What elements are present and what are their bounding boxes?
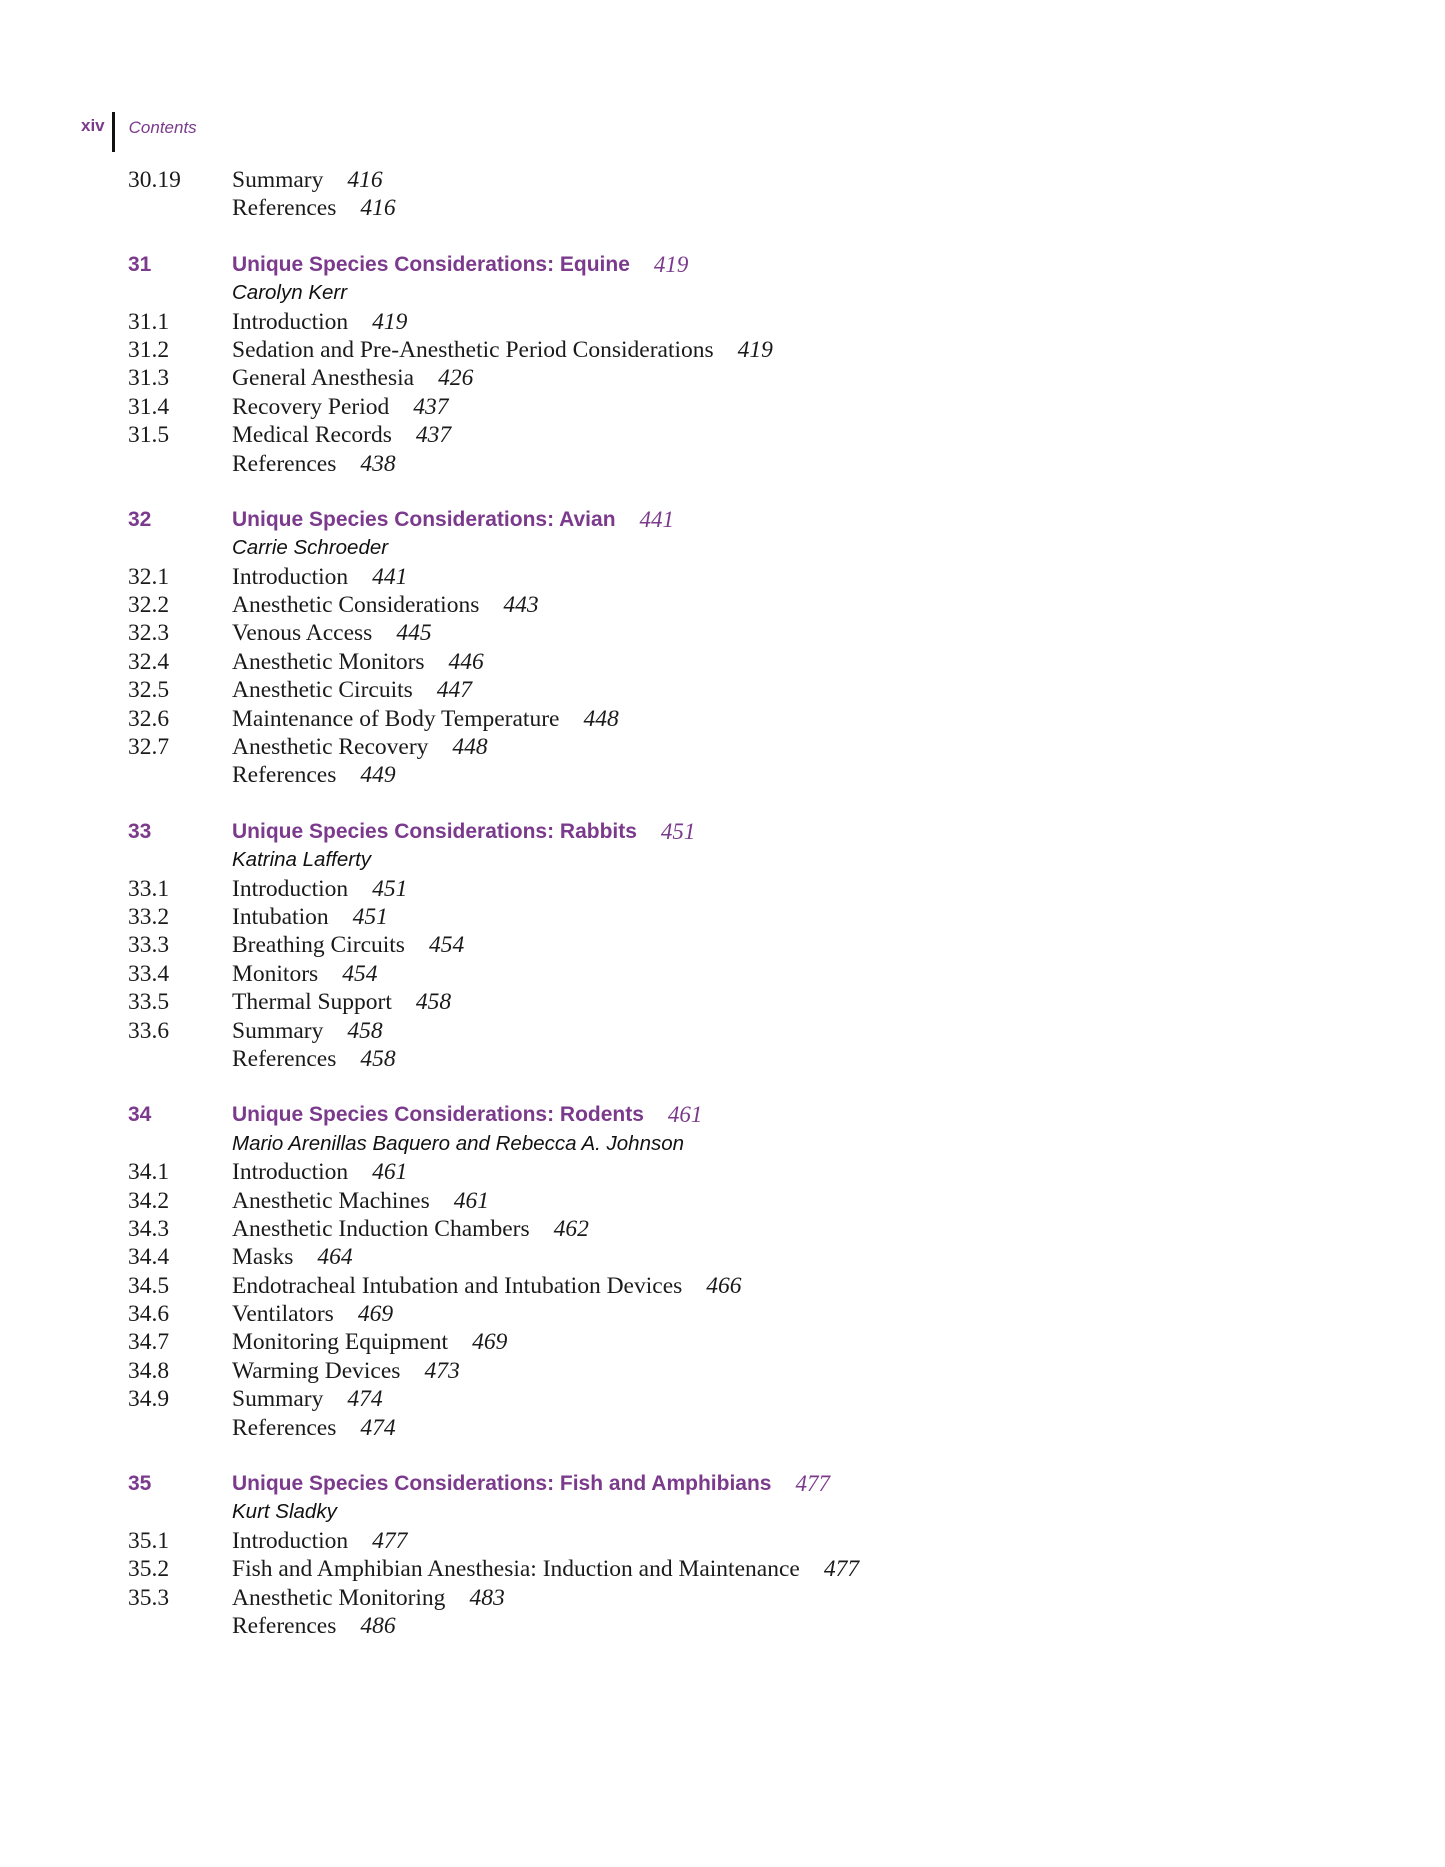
chapter-number: 35 (128, 1472, 152, 1496)
section-title: Summary (232, 1017, 324, 1044)
toc-entry[interactable] (128, 705, 1328, 733)
section-title: Warming Devices (232, 1357, 401, 1384)
section-page-number: 469 (357, 1301, 394, 1328)
section-title: References (232, 1414, 337, 1441)
toc-entry[interactable] (128, 1017, 1328, 1045)
section-title: Medical Records (232, 422, 392, 449)
page-folio: xiv (81, 116, 105, 135)
chapter-section (128, 1101, 1328, 1442)
section-number: 33.6 (128, 1017, 170, 1044)
chapter-heading[interactable] (128, 818, 1328, 846)
section-page-number: 469 (472, 1329, 508, 1356)
section-number: 32.3 (128, 620, 170, 647)
section-page-number: 437 (415, 422, 452, 449)
section-title: Thermal Support (232, 989, 392, 1016)
section-number: 31.2 (128, 336, 170, 363)
section-page-number: 474 (347, 1386, 383, 1413)
chapter-author: Mario Arenillas Baquero and Rebecca A. Johnson (232, 1131, 685, 1155)
section-page-number: 454 (428, 932, 465, 959)
chapter-author: Katrina Lafferty (232, 848, 372, 872)
toc-entry[interactable] (128, 563, 1328, 591)
section-page-number: 477 (372, 1527, 408, 1554)
toc-references-entry[interactable] (128, 450, 1328, 478)
chapter-section (128, 818, 1328, 1074)
section-number: 34.5 (128, 1272, 170, 1299)
section-number: 34.6 (128, 1301, 170, 1328)
chapter-author: Carolyn Kerr (232, 281, 348, 305)
section-title: Introduction (232, 1159, 349, 1186)
toc-entry[interactable] (128, 619, 1328, 647)
section-title: Sedation and Pre-Anesthetic Period Considerations (232, 336, 714, 363)
chapter-title: Unique Species Considerations: Avian (232, 507, 616, 531)
section-number: 32.2 (128, 592, 170, 619)
section-number: 33.1 (128, 875, 170, 902)
section-title: Anesthetic Monitoring (232, 1584, 446, 1611)
section-page-number: 464 (317, 1244, 353, 1271)
spacer (128, 1130, 232, 1158)
section-page-number: 437 (413, 393, 449, 420)
section-title: Recovery Period (232, 393, 390, 420)
section-page-number: 438 (360, 450, 396, 477)
toc-entry[interactable] (128, 166, 1328, 194)
section-page-number: 451 (372, 875, 408, 902)
section-number: 31.5 (128, 422, 170, 449)
section-title: Summary (232, 167, 324, 193)
section-number: 34.2 (128, 1187, 170, 1214)
section-title: References (232, 450, 337, 477)
section-title: General Anesthesia (232, 365, 415, 392)
spacer (128, 279, 232, 307)
section-page-number: 462 (553, 1215, 589, 1242)
section-page-number: 451 (352, 903, 388, 930)
chapter-author-line (128, 1130, 1328, 1158)
chapter-number: 34 (128, 1103, 152, 1127)
chapter-title: Unique Species Considerations: Fish and Amphibians (232, 1472, 772, 1496)
section-number (128, 1612, 232, 1640)
chapter-author-line (128, 846, 1328, 874)
chapter-heading[interactable] (128, 1470, 1328, 1498)
section-title: Ventilators (232, 1301, 334, 1328)
section-number (128, 1045, 232, 1073)
section-page-number: 449 (360, 762, 396, 789)
chapter-section (128, 1470, 1328, 1640)
section-page-number: 448 (583, 705, 619, 732)
section-number (128, 194, 232, 222)
section-title: Introduction (232, 1527, 349, 1554)
section-number: 33.5 (128, 989, 170, 1016)
section-number: 32.7 (128, 734, 170, 761)
chapter-page-number: 419 (653, 251, 689, 277)
section-page-number: 458 (347, 1017, 383, 1044)
section-page-number: 461 (372, 1159, 408, 1186)
section-number: 32.1 (128, 563, 170, 590)
section-page-number: 466 (706, 1272, 742, 1299)
chapter-section (128, 251, 1328, 478)
toc-entry[interactable] (128, 393, 1328, 421)
section-number: 35.1 (128, 1527, 170, 1554)
spacer (128, 1498, 232, 1526)
section-number (128, 1414, 232, 1442)
section-number: 33.4 (128, 960, 170, 987)
section-title: Monitoring Equipment (232, 1329, 449, 1356)
section-page-number: 416 (360, 195, 396, 222)
toc-entry[interactable] (128, 648, 1328, 676)
section-page-number: 473 (424, 1357, 460, 1384)
section-title: Endotracheal Intubation and Intubation Devices (232, 1272, 683, 1299)
section-title: Anesthetic Recovery (232, 734, 429, 761)
toc-entry[interactable] (128, 1158, 1328, 1186)
section-page-number: 461 (453, 1187, 489, 1214)
section-title: Anesthetic Machines (232, 1187, 430, 1214)
section-page-number: 419 (737, 336, 773, 363)
running-head-title: Contents (128, 118, 197, 137)
section-title: Introduction (232, 875, 349, 902)
toc-entry[interactable] (128, 676, 1328, 704)
section-title: Masks (232, 1244, 294, 1271)
section-page-number: 441 (372, 563, 408, 590)
toc-references-entry[interactable] (128, 761, 1328, 789)
section-title: Introduction (232, 308, 349, 335)
chapter-author-line (128, 534, 1328, 562)
header-divider (112, 112, 115, 152)
section-title: Anesthetic Induction Chambers (232, 1215, 530, 1242)
toc-entry[interactable] (128, 1272, 1328, 1300)
section-number: 33.2 (128, 903, 170, 930)
section-title: Intubation (232, 903, 329, 930)
section-number: 35.2 (128, 1556, 170, 1583)
section-number: 34.1 (128, 1159, 170, 1186)
toc-entry[interactable] (128, 1187, 1328, 1215)
chapter-number: 31 (128, 252, 152, 276)
section-number: 34.3 (128, 1215, 170, 1242)
toc-entry[interactable] (128, 931, 1328, 959)
chapter-number: 32 (128, 507, 152, 531)
section-number: 31.1 (128, 308, 170, 335)
chapter-title: Unique Species Considerations: Rabbits (232, 819, 637, 843)
chapter-title: Unique Species Considerations: Rodents (232, 1103, 644, 1127)
chapter-author: Kurt Sladky (232, 1500, 337, 1524)
chapter-page-number: 441 (639, 506, 675, 532)
section-number: 35.3 (128, 1584, 170, 1611)
section-page-number: 483 (469, 1584, 505, 1611)
toc-entry[interactable] (128, 960, 1328, 988)
toc-entry[interactable] (128, 1527, 1328, 1555)
running-head (81, 112, 197, 152)
chapter-page-number: 451 (660, 818, 696, 844)
toc-entry[interactable] (128, 733, 1328, 761)
section-page-number: 458 (415, 989, 452, 1016)
section-number: 32.5 (128, 677, 170, 704)
section-page-number: 474 (360, 1414, 396, 1441)
toc-references-entry[interactable] (128, 1414, 1328, 1442)
section-page-number: 477 (823, 1556, 860, 1583)
section-title: Anesthetic Considerations (232, 592, 480, 619)
section-title: Introduction (232, 563, 349, 590)
section-number: 31.3 (128, 365, 170, 392)
section-page-number: 458 (360, 1045, 396, 1072)
section-title: Maintenance of Body Temperature (232, 705, 560, 732)
toc-entry[interactable] (128, 1300, 1328, 1328)
section-number (128, 761, 232, 789)
chapter-page-number: 477 (795, 1471, 830, 1497)
section-number: 34.4 (128, 1244, 170, 1271)
toc-entry[interactable] (128, 1584, 1328, 1612)
toc-entry[interactable] (128, 903, 1328, 931)
section-page-number: 443 (503, 592, 539, 619)
section-number: 31.4 (128, 393, 170, 420)
section-page-number: 445 (396, 620, 432, 647)
section-title: Fish and Amphibian Anesthesia: Induction and Maintenance (232, 1556, 800, 1583)
spacer (128, 846, 232, 874)
chapter-section (128, 506, 1328, 790)
section-number: 32.4 (128, 648, 170, 675)
table-of-contents (128, 166, 1328, 1640)
section-page-number: 446 (448, 648, 484, 675)
section-page-number: 416 (347, 167, 383, 193)
section-title: References (232, 195, 337, 222)
section-title: Summary (232, 1386, 324, 1413)
section-page-number: 426 (438, 365, 474, 392)
chapter-heading[interactable] (128, 506, 1328, 534)
section-title: Anesthetic Circuits (232, 677, 413, 704)
section-title: Venous Access (232, 620, 373, 647)
section-page-number: 486 (360, 1612, 396, 1639)
section-number: 34.9 (128, 1386, 170, 1413)
chapter-title: Unique Species Considerations: Equine (232, 252, 630, 276)
toc-entry[interactable] (128, 1328, 1328, 1356)
section-number: 32.6 (128, 705, 170, 732)
toc-entry[interactable] (128, 421, 1328, 449)
section-page-number: 448 (452, 734, 488, 761)
toc-entry[interactable] (128, 1385, 1328, 1413)
section-title: References (232, 1612, 337, 1639)
toc-entry[interactable] (128, 308, 1328, 336)
section-title: References (232, 762, 337, 789)
chapter-author-line (128, 279, 1328, 307)
toc-entry[interactable] (128, 875, 1328, 903)
chapter-number: 33 (128, 819, 152, 843)
toc-references-entry[interactable] (128, 1045, 1328, 1073)
toc-entry[interactable] (128, 1243, 1328, 1271)
section-page-number: 419 (372, 308, 408, 335)
spacer (128, 534, 232, 562)
section-page-number: 447 (436, 677, 473, 704)
section-title: Monitors (232, 960, 319, 987)
chapter-heading[interactable] (128, 1101, 1328, 1129)
toc-entry[interactable] (128, 1357, 1328, 1385)
continued-section (128, 166, 1328, 223)
toc-entry[interactable] (128, 1215, 1328, 1243)
section-title: Breathing Circuits (232, 932, 405, 959)
section-title: References (232, 1045, 337, 1072)
chapter-heading[interactable] (128, 251, 1328, 279)
section-number: 34.7 (128, 1329, 170, 1356)
toc-entry[interactable] (128, 364, 1328, 392)
section-page-number: 454 (342, 960, 378, 987)
toc-references-entry[interactable] (128, 194, 1328, 222)
section-title: Anesthetic Monitors (232, 648, 425, 675)
chapter-author-line (128, 1498, 1328, 1526)
toc-entry[interactable] (128, 591, 1328, 619)
toc-entry[interactable] (128, 1555, 1328, 1583)
toc-entry[interactable] (128, 988, 1328, 1016)
chapter-page-number: 461 (667, 1102, 703, 1128)
section-number: 30.19 (128, 167, 181, 193)
section-number (128, 450, 232, 478)
chapter-author: Carrie Schroeder (232, 536, 389, 560)
section-number: 34.8 (128, 1357, 170, 1384)
toc-references-entry[interactable] (128, 1612, 1328, 1640)
toc-entry[interactable] (128, 336, 1328, 364)
section-number: 33.3 (128, 932, 170, 959)
